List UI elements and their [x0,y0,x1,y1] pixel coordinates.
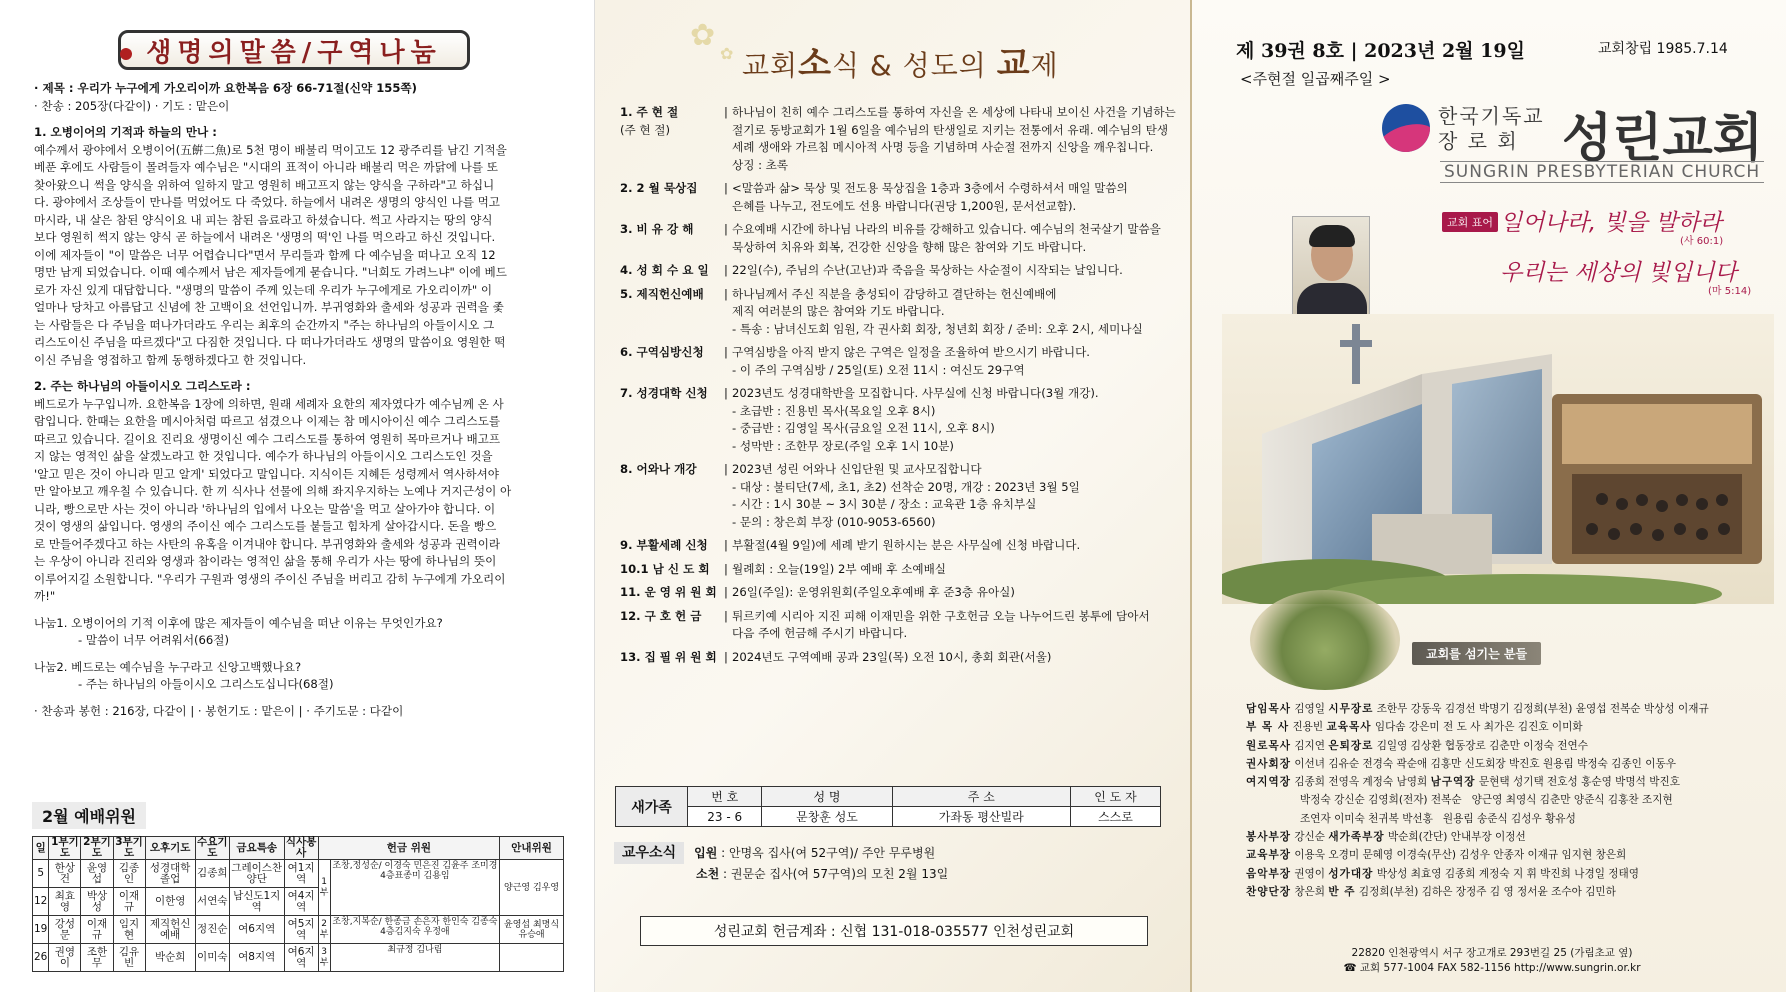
table-cell: 제직헌신 예배 [145,916,195,944]
church-name: 성린교회 [1562,109,1763,169]
newcomer-header: 인 도 자 [1070,787,1160,807]
church-name-en: SUNGRIN PRESBYTERIAN CHURCH [1440,161,1764,183]
table-cell: 26 [33,944,49,972]
divider: | [724,181,728,195]
liturgical-sunday: <주현절 일곱째주일 > [1240,70,1391,88]
news-line: 월례회 : 오늘(19일) 2부 예배 후 소예배실 [732,561,946,576]
news-line: 다음 주에 헌금해 주시기 바랍니다. [732,626,908,640]
staff-role: 새가족부장 [1328,831,1385,844]
news-line: - 성막반 : 조한무 장로(주일 오후 1시 10분) [732,438,954,453]
offering-names: 조창,정성순/ 이경숙 민은진 김윤주 조미경 4층표종미 김용임 [332,861,498,881]
news-item-text [732,561,1176,579]
news-item-label: 2. 2 월 묵상집 [620,181,698,195]
sermon-line: 이신 주님을 영접하고 함께 동행하겠다고 한 것입니다. [34,352,307,367]
sermon-line: 만 알아보고 깨우칠 수 있습니다. 한 끼 식사나 선물에 의해 좌지우지하는 노예나 거지근성이 아 [34,484,512,498]
table-header: 일 [33,837,49,860]
usher-cell: 윤영섭 최명식 유승애 [500,916,564,944]
sermon-line: 람입니다. 한때는 요한을 메시아처럼 따르고 섬겼으나 이제는 참 메시아이신 예수 그리스도를 [34,414,501,428]
staff-names: 진용빈 [1292,721,1324,734]
issue-info: 제 39권 8호 | 2023년 2월 19일 [1236,40,1525,62]
table-row [33,916,564,944]
staff-role: 권사회장 [1246,757,1291,770]
sermon-line: 베푼 후에도 사람들이 몰려들자 예수님은 "시대의 표적이 아니라 배불리 먹은 까닭에 나를 또 [34,160,498,174]
founded-date: 교회창립 1985.7.14 [1598,41,1728,57]
news-line: - 중급반 : 김영일 목사(금요일 오전 11시, 오후 8시) [732,421,995,435]
table-cell: 최효영 [49,888,81,916]
table-cell: 그레이스찬양단 [229,860,284,888]
table-cell: 12 [33,888,49,916]
staff-names: 박상성 최효영 김종희 계정숙 지 휘 박진희 나경일 정태영 [1376,867,1640,880]
news-item-text [732,221,1176,256]
staff-role: 시무장로 [1328,703,1374,715]
news-item-label: 11. 운 영 위 원 회 [620,585,717,599]
table-cell: 강성문 [49,916,81,944]
divider: | [724,561,728,576]
news-item-text [732,385,1176,455]
sermon-line: 2. 주는 하나님의 아들이시오 그리스도라 : [34,379,251,393]
news-item-text [732,104,1176,174]
news-line: 26일(주일): 운영위원회(주일오후예배 후 준3층 유아실) [732,585,1015,599]
news-item [620,286,1176,339]
spacer [34,694,554,703]
news-item-text [732,344,1176,379]
news-item [620,649,1176,667]
offering-names: 조창,지복순/ 한종금 손은자 한인숙 김종숙 4층김지숙 우정애 [332,917,498,937]
sermon-body [34,80,554,720]
church-contact [1242,946,1742,976]
sermon-line: 이에 제자들이 "이 말씀은 너무 어렵습니다"면서 무리들과 함께 다 예수님을 떠나고 오직 12 [34,247,496,262]
news-line: 2023년도 성경대학반을 모집합니다. 사무실에 신청 바랍니다(3월 개강). [732,386,1099,400]
news-line: - 대상 : 불티단(7세, 초1, 초2) 선착순 20명, 개강 : 2023년 3월 5일 [732,479,1080,494]
death-text: : 권문순 집사(여 57구역)의 모친 2월 13일 [723,867,949,881]
staff-row [1246,828,1746,846]
staff-names: 임다솜 강은미 전 도 사 최가은 김진호 이미화 [1374,721,1583,734]
divider: | [724,649,728,664]
news-heading: 교회소식 & 성도의 교제 [742,44,1059,84]
table-cell: 5 [33,860,49,888]
table-cell: 이미숙 [195,944,229,972]
news-item [620,221,1176,256]
divider: | [724,538,728,552]
sermon-line: '알고 믿은 것이 아니라 믿고 알게' 되었다고 말입니다. 지식이든 지혜든 성령께서 역사하셔야 [34,466,499,481]
news-list [620,104,1176,672]
flower-icon: ✿ [690,18,716,53]
staff-names: 이선녀 김유순 전경숙 곽순애 김홍만 신도회장 박진호 원용림 박정숙 김종인 이동우 [1294,757,1676,770]
sermon-line: 얼마나 당차고 아름답고 신념에 찬 고백이요 선언입니까. 부귀영화와 출세와 성공과 권력을 좇 [34,300,504,314]
staff-role: 찬양단장 [1246,885,1291,898]
staff-role: 여지역장 [1246,776,1291,789]
news-item [620,262,1176,280]
news-line: 상징 : 초록 [732,157,789,172]
news-line: - 이 주의 구역심방 / 25일(토) 오전 11시 : 여신도 29구역 [732,362,1025,377]
table-cell: 권영이 [49,944,81,972]
news-item-label: 6. 구역심방신청 [620,345,704,359]
table-cell: 성경대학 졸업 [145,860,195,888]
pastor-photo [1292,216,1370,316]
hospital-label: 입원 [694,846,718,860]
news-item-text [732,608,1176,643]
staff-list [1246,700,1746,901]
news-item [620,385,1176,455]
table-cell: 조한무 [81,944,113,972]
news-line: 구역심방을 아직 받지 않은 구역은 일정을 조율하여 받으시기 바랍니다. [732,345,1090,359]
death-label: 소천 [696,867,720,881]
table-row [33,860,564,888]
table-header: 1부기도 [49,837,81,860]
news-item-label: 1. 주 현 절 (주 현 절) [620,104,720,174]
member-news-label: 교우소식 [614,842,684,864]
newcomer-table [615,786,1161,827]
offering-cell [318,944,500,972]
news-item [620,561,1176,579]
news-line: 은혜를 나누고, 전도에도 선용 바랍니다(권당 1,200원, 문서선교함). [732,198,1077,213]
table-cell: 여8지역 [229,944,284,972]
sermon-line: 예수께서 광야에서 오병이어(五餠二魚)로 5천 명이 배불리 먹이고도 12 광주리를 남긴 기적을 [34,142,507,157]
table-cell: 김종희 [195,860,229,888]
table-cell: 김종인 [113,860,145,888]
sermon-line: 따르고 있습니다. 길이요 진리요 생명이신 예수 그리스도를 통하여 영원히 목마르거나 배고프 [34,431,501,446]
news-item-text [732,537,1176,555]
offering-part: 2부 [319,916,331,943]
staff-names: 김지연 [1294,739,1326,752]
table-header: 오후기도 [145,837,195,860]
news-line: 제직 여러분의 많은 참여와 기도 바랍니다. [732,304,945,318]
sermon-line: 리스도이신 주님을 따르겠다"고 다짐한 것입니다. 다 떠나가더라도 생명의 말씀이요 영원한 떡 [34,335,506,349]
staff-row [1246,865,1746,883]
bullet-icon [120,48,132,60]
table-cell: 여5지역 [284,916,318,944]
newcomer-cell: 가좌동 평산빌라 [892,807,1070,827]
table-header: 수요기도 [197,836,228,859]
staff-names: 김일영 김상환 협동장로 김춘만 이정숙 전연수 [1376,739,1588,752]
staff-names: 원용림 송준식 김성우 황유성 [1442,812,1576,825]
news-line: 수요예배 시간에 하나님 나라의 비유를 강해하고 있습니다. 예수님의 천국살기 말씀을 [732,222,1161,236]
table-cell: 여1지역 [284,860,318,888]
sermon-line: 니라, 빵으로만 사는 것이 아니라 '하나님의 입에서 나오는 말씀'을 먹고 살아가야 합니다. 이 [34,501,496,516]
sermon-line: 는 우상이 아니라 진리와 영생과 참이라는 영적인 삶을 통해 우리가 사는 땅에 하나님의 뜻이 [34,554,497,568]
sermon-line: 는 사람들은 다 주님을 떠나가더라도 우리는 최후의 순간까지 "주는 하나님의 아들이시오 그 [34,317,495,332]
sermon-line: 1. 오병이어의 기적과 하늘의 만나 : [34,125,217,139]
staff-names: 창은희 [1294,885,1326,898]
staff-row [1246,883,1746,901]
staff-names: 김정희(부천) 김하은 장정주 김 영 정서윤 조수아 김민하 [1358,885,1616,898]
table-cell: 정진순 [195,916,229,944]
staff-names: 박순희(간단) 안내부장 이정선 [1387,831,1526,844]
worship-committee-title: 2월 예배위원 [32,802,146,829]
church-phone: ☎ 교회 577-1004 FAX 582-1156 http://www.sungrin.or.kr [1343,962,1641,974]
table-cell: 박상성 [81,888,113,916]
church-logo-icon [1382,104,1430,152]
news-item [620,461,1176,531]
staff-names: 조연자 이미숙 천귀복 박선홍 [1300,812,1433,825]
staff-names: 문현택 성기택 전호성 홍순영 박명석 박진호 [1478,776,1680,789]
staff-role: 은퇴장로 [1328,739,1374,752]
news-item-label: 10.1 남 신 도 회 [620,561,710,576]
staff-row [1246,810,1746,828]
sermon-line: · 찬송 : 205장(다같이) · 기도 : 맡은이 [34,98,230,113]
sermon-line: 보다 영원히 썩지 않는 양식 곧 하늘에서 내려온 '생명의 떡'인 나를 먹으라고 하신 것입니다. [34,230,496,244]
staff-role: 교육목사 [1326,721,1372,734]
spacer [34,650,554,659]
news-item [620,537,1176,555]
sprout-image [1250,590,1400,690]
offering-account: 성린교회 헌금계좌 : 신협 131-018-035577 인천성린교회 [640,916,1148,946]
staff-role: 원로목사 [1246,739,1291,752]
staff-row [1246,700,1746,718]
table-cell: 남신도1지역 [229,888,284,916]
staff-role: 봉사부장 [1246,831,1291,844]
motto-line-1: 일어나라, 빛을 발하라 [1500,210,1722,236]
sermon-line: 마시라, 내 살은 참된 양식이요 내 피는 참된 음료라고 하셨습니다. 썩고 사라지는 땅의 양식 [34,212,493,227]
news-line: 2024년도 구역예배 공과 23일(목) 오전 10시, 총회 회관(서울) [732,649,1052,664]
table-cell: 여6지역 [229,916,284,944]
table-header: 식사봉사 [285,836,317,859]
staff-row [1246,737,1746,755]
offering-cell [318,860,500,916]
news-item-label: 7. 성경대학 신청 [620,386,708,400]
news-line: 22일(수), 주님의 수난(고난)과 죽음을 묵상하는 사순절이 시작되는 날입니다. [732,263,1123,277]
staff-names: 이용욱 오경미 문혜영 이경숙(무산) 김성우 안종자 이재규 임지현 창은희 [1294,849,1627,862]
usher-cell [500,944,564,972]
news-item-label: 8. 어와나 개강 [620,462,697,476]
sermon-panel [0,0,595,992]
news-item-label: 3. 비 유 강 해 [620,222,694,236]
newcomer-cell: 스스로 [1070,807,1160,827]
sermon-line: 이루어지길 소원합니다. "우리가 구원과 영생의 주이신 주님을 버리고 감히 누구에게 가오리이 [34,571,506,586]
sermon-line: - 말씀이 너무 어려워서(66절) [78,633,230,647]
news-item-text [732,649,1176,667]
news-item [620,608,1176,643]
motto-ref-2: (마 5:14) [1708,286,1752,297]
staff-role: 음악부장 [1246,867,1291,880]
sermon-line: · 제목 : 우리가 누구에게 가오리이까 요한복음 6장 66-71절(신약 155쪽) [34,81,417,95]
news-item-text [732,286,1176,339]
staff-role: 담임목사 [1246,703,1291,715]
sermon-line: 다. 광야에서 조상들이 만나를 먹었어도 다 죽었다. 하늘에서 내려온 생명의 양식인 나를 먹고 [34,195,500,209]
flower-small-icon: ✿ [720,44,734,63]
news-line: - 초급반 : 진용빈 목사(목요일 오후 8시) [732,403,936,418]
table-cell: 여4지역 [284,888,318,916]
staff-names: 조한무 강동욱 김경선 박명기 김정희(부천) 윤영섭 전복순 박상성 이재규 [1376,703,1709,715]
news-line: - 문의 : 창은희 부장 (010-9053-6560) [732,514,936,529]
hospital-text: : 안명옥 집사(여 52구역)/ 주안 무루병원 [721,846,936,860]
divider: | [724,386,728,400]
news-item-text [732,584,1176,602]
church-building-image [1222,314,1774,604]
table-header: 헌금 위원 [318,837,500,860]
staff-names: 김영일 [1294,703,1326,715]
sermon-line: 베드로가 누구입니까. 요한복음 1장에 의하면, 원래 세례자 요한의 제자였다가 예수님께 온 사 [34,396,504,411]
sermon-line: 찾아왔으니 썩을 양식을 위하여 일하지 말고 영원히 배고프지 않는 양식을 구하라"고 하십니 [34,177,495,192]
staff-role: 반 주 [1328,885,1356,898]
motto-line-2: 우리는 세상의 빛입니다 [1500,260,1737,286]
table-cell: 박순희 [145,944,195,972]
sermon-line: 지 않는 영적인 삶을 살겠노라고 한 것입니다. 예수가 하나님의 아들이시오 그리스도인 것을 [34,449,493,463]
sermon-line: 나눔1. 오병이어의 기적 이후에 많은 제자들이 예수님을 떠난 이유는 무엇인가요? [34,615,443,630]
news-item-label: 12. 구 호 헌 금 [620,608,702,623]
news-item-text [732,180,1176,215]
sermon-line: 로 만들어주겠다고 하는 사탄의 유혹을 이겨내야 합니다. 부귀영화와 출세와 성공과 권력이라 [34,536,501,551]
news-line: 묵상하여 치유와 회복, 건강한 신앙을 향해 많은 참여와 기도 바랍니다. [732,239,1087,254]
newcomer-header: 성 명 [762,787,892,807]
staff-names: 강신순 [1294,831,1326,844]
table-header: 3부기도 [113,837,145,860]
member-news [614,842,948,884]
sermon-line: · 찬송과 봉헌 : 216장, 다같이 | · 봉헌기도 : 맡은이 | · 주기도문 : 다같이 [34,703,404,718]
news-line: - 특송 : 남녀신도회 임원, 각 권사회 회장, 청년회 회장 / 준비: 오후 2시, 세미나실 [732,321,1143,336]
table-header: 금요특송 [229,837,284,860]
news-line: - 시간 : 1시 30분 ~ 3시 30분 / 장소 : 교육관 1층 유치부실 [732,497,1037,511]
usher-cell: 양근영 김우영 [500,860,564,916]
divider: | [724,585,728,599]
table-cell: 서연숙 [195,888,229,916]
table-cell: 여6지역 [284,944,318,972]
sermon-line: 명만 남게 되었습니다. 이때 예수께서 남은 제자들에게 묻습니다. "너희도 가려느냐" 이에 베드 [34,265,507,279]
news-line: 부활절(4월 9일)에 세례 받기 원하시는 분은 사무실에 신청 바랍니다. [732,538,1081,552]
divider: | [724,222,728,236]
sermon-line: 까!" [34,589,56,603]
staff-row [1246,773,1746,791]
divider: | [724,263,728,277]
offering-cell [318,916,500,944]
divider: | [724,345,728,359]
staff-role: 교육부장 [1246,849,1291,862]
newcomer-cell: 문창훈 성도 [762,807,892,827]
divider: | [724,462,728,476]
news-item-label: 13. 집 필 위 원 회 [620,649,717,664]
staff-row [1246,846,1746,864]
news-item-label: 5. 제직헌신예배 [620,286,704,301]
table-cell: 이한영 [145,888,195,916]
sermon-line: - 주는 하나님의 아들이시오 그리스도십니다(68절) [78,677,334,691]
news-line: <말씀과 삶> 묵상 및 전도용 묵상집을 1층과 3층에서 수령하셔서 매일 말씀의 [732,181,1128,195]
table-cell: 이재규 [81,916,113,944]
offering-names: 최규정 김나림 [387,945,443,955]
news-line: 하나님이 친히 예수 그리스도를 통하여 자신을 온 세상에 나타내 보이신 사건을 기념하는 [732,105,1176,119]
offering-part: 3부 [319,944,331,971]
denomination: 한국기독교 장 로 회 [1438,104,1545,153]
worship-committee-table [32,836,564,972]
news-item [620,584,1176,602]
staff-row [1246,718,1746,736]
sermon-line: 것이 영생의 삶입니다. 영생의 주이신 예수 그리스도를 붙들고 힘차게 살아갑시다. 돈을 빵으 [34,519,497,533]
staff-role: 성가대장 [1328,867,1374,880]
news-line: 세례 생애와 가르침 메시아적 사명 등을 기념하며 사순절 전까지 신앙을 깨우칩니다. [732,140,1154,154]
news-item [620,180,1176,215]
table-cell: 이재규 [113,888,145,916]
spacer [34,369,554,378]
news-item-label: 9. 부활세례 신청 [620,538,708,552]
news-item-text [732,461,1176,531]
sermon-line: 로가 자신 있게 대답합니다. "생명의 말씀이 주께 있는데 우리가 누구에게로 가오리이까" 이 [34,282,493,297]
staff-names: 김종희 전영옥 계정숙 남영희 [1294,776,1428,789]
staff-role: 남구역장 [1430,776,1476,789]
table-header: 안내위원 [500,837,564,860]
offering-part: 1부 [319,860,331,915]
news-item-label: 4. 성 회 수 요 일 [620,263,709,277]
divider: | [724,286,728,301]
staff-row [1246,755,1746,773]
spacer [34,115,554,124]
table-cell: 19 [33,916,49,944]
table-row [33,944,564,972]
news-item-sublabel: (주 현 절) [620,122,671,137]
church-address: 22820 인천광역시 서구 장고개로 293번길 25 (가림초교 옆) [1351,947,1633,959]
staff-names: 권영이 [1294,867,1326,880]
news-item [620,344,1176,379]
staff-names: 박정숙 강신순 김영희(전자) 전복순 [1300,794,1462,807]
staff-row [1246,791,1746,809]
news-line: 하나님께서 주신 직분을 충성되이 감당하고 결단하는 헌신예배에 [732,286,1057,301]
divider: | [724,608,728,623]
table-cell: 윤영섭 [81,860,113,888]
newcomer-header: 번 호 [688,787,762,807]
newcomer-header: 주 소 [892,787,1070,807]
table-cell: 한상건 [49,860,81,888]
motto-ref-1: (사 60:1) [1680,236,1724,247]
table-cell: 임지현 [113,916,145,944]
table-header: 2부기도 [81,837,113,860]
news-item [620,104,1176,174]
news-line: 절기로 동방교회가 1월 6일을 예수님의 탄생일로 지키는 전통에서 유래. 예수님의 탄생 [732,122,1169,137]
staff-names: 양근영 최영식 김춘만 양준식 김홍찬 조지현 [1471,794,1673,807]
news-line: 튀르키예 시리아 지진 피해 이재민을 위한 구호헌금 오늘 나누어드린 봉투에 담아서 [732,608,1150,623]
news-line: 2023년 성린 어와나 신입단원 및 교사모집합니다 [732,462,982,476]
newcomer-label: 새가족 [616,787,688,827]
staff-role: 부 목 사 [1246,721,1290,734]
sermon-line: 나눔2. 베드로는 예수님을 누구라고 신앙고백했나요? [34,659,302,674]
news-item-text [732,262,1176,280]
newcomer-cell: 23 - 6 [688,807,762,827]
divider: | [724,105,728,119]
staff-title: 교회를 섬기는 분들 [1412,642,1541,665]
sermon-title: 생명의말씀/구역나눔 [118,30,470,70]
spacer [34,606,554,615]
table-cell: 김유빈 [113,944,145,972]
motto-tag: 교회 표어 [1442,212,1498,232]
